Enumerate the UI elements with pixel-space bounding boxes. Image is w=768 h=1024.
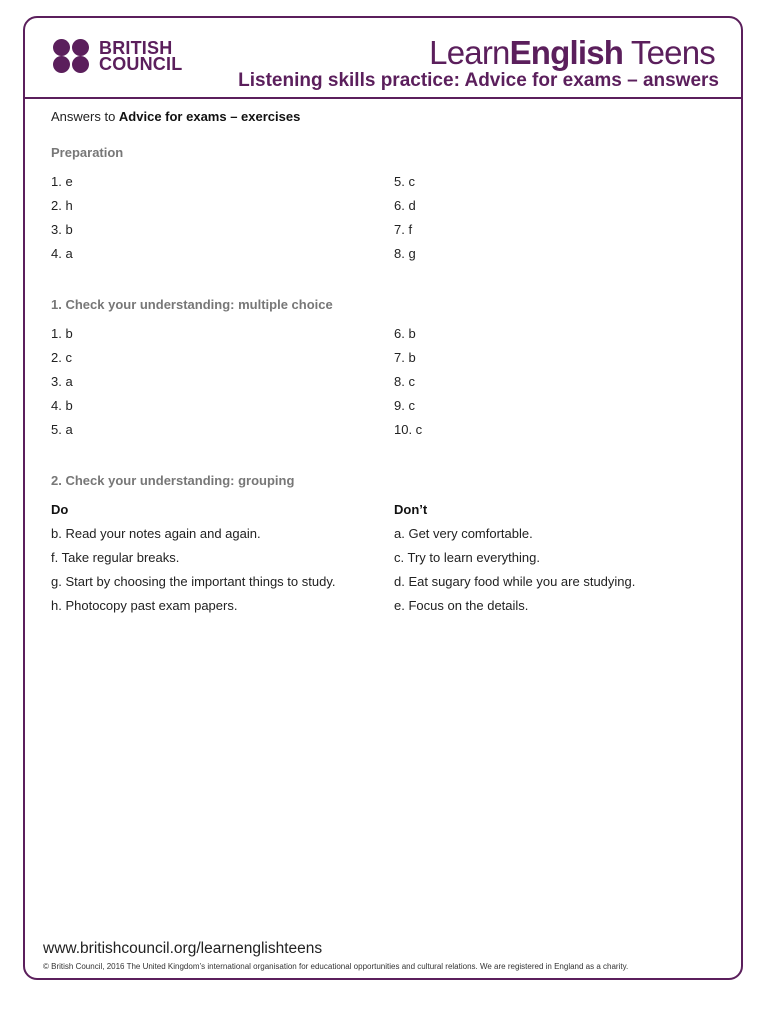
document-title: Listening skills practice: Advice for exams – answers bbox=[238, 70, 719, 91]
dont-item: c. Try to learn everything. bbox=[394, 550, 540, 565]
mc-answer: 7. b bbox=[394, 350, 416, 365]
mc-answer: 2. c bbox=[51, 350, 72, 365]
mc-answer: 9. c bbox=[394, 398, 415, 413]
british-council-logo bbox=[53, 39, 182, 73]
mc-answer: 5. a bbox=[51, 422, 73, 437]
prep-answer: 2. h bbox=[51, 198, 73, 213]
mc-answer: 6. b bbox=[394, 326, 416, 341]
header-divider bbox=[25, 97, 741, 99]
prep-answer: 3. b bbox=[51, 222, 73, 237]
brand-light: Learn bbox=[429, 34, 510, 71]
mc-answer: 10. c bbox=[394, 422, 423, 437]
do-item: h. Photocopy past exam papers. bbox=[51, 598, 238, 613]
prep-answer: 6. d bbox=[394, 198, 416, 213]
logo-dots-icon bbox=[53, 39, 93, 73]
intro-exercises-link: Advice for exams – exercises bbox=[118, 109, 301, 124]
prep-answer: 8. g bbox=[394, 246, 416, 261]
do-item: b. Read your notes again and again. bbox=[51, 526, 261, 541]
footer-copyright: © British Council, 2016 The United Kingdom’s international organisation for educational opportunities and cultural relations. We are registered in England as a charity. bbox=[43, 962, 629, 971]
prep-answer: 1. e bbox=[51, 174, 73, 189]
grouping-heading: 2. Check your understanding: grouping bbox=[51, 473, 295, 488]
prep-answer: 5. c bbox=[394, 174, 415, 189]
mc-answer: 3. a bbox=[51, 374, 73, 389]
page-frame bbox=[23, 16, 743, 980]
intro-prefix: Answers to bbox=[51, 109, 119, 124]
intro-line bbox=[51, 109, 300, 124]
learnenglish-teens-brand bbox=[429, 34, 715, 72]
prep-answer: 4. a bbox=[51, 246, 73, 261]
multiple-choice-heading: 1. Check your understanding: multiple choice bbox=[51, 297, 333, 312]
prep-answer: 7. f bbox=[394, 222, 413, 237]
brand-end: Teens bbox=[623, 34, 715, 71]
mc-answer: 4. b bbox=[51, 398, 73, 413]
footer-url-link[interactable]: www.britishcouncil.org/learnenglishteens bbox=[43, 940, 323, 957]
dont-item: e. Focus on the details. bbox=[394, 598, 529, 613]
do-column-heading: Do bbox=[51, 502, 69, 517]
logo-line-2: COUNCIL bbox=[99, 54, 183, 74]
mc-answer: 8. c bbox=[394, 374, 415, 389]
mc-answer: 1. b bbox=[51, 326, 73, 341]
logo-line-1: BRITISH bbox=[99, 38, 173, 58]
do-item: f. Take regular breaks. bbox=[51, 550, 180, 565]
do-item: g. Start by choosing the important things to study. bbox=[51, 574, 336, 589]
dont-column-heading: Don’t bbox=[394, 502, 428, 517]
brand-bold: English bbox=[509, 34, 624, 71]
dont-item: a. Get very comfortable. bbox=[394, 526, 533, 541]
preparation-heading: Preparation bbox=[51, 145, 124, 160]
dont-item: d. Eat sugary food while you are studying. bbox=[394, 574, 636, 589]
